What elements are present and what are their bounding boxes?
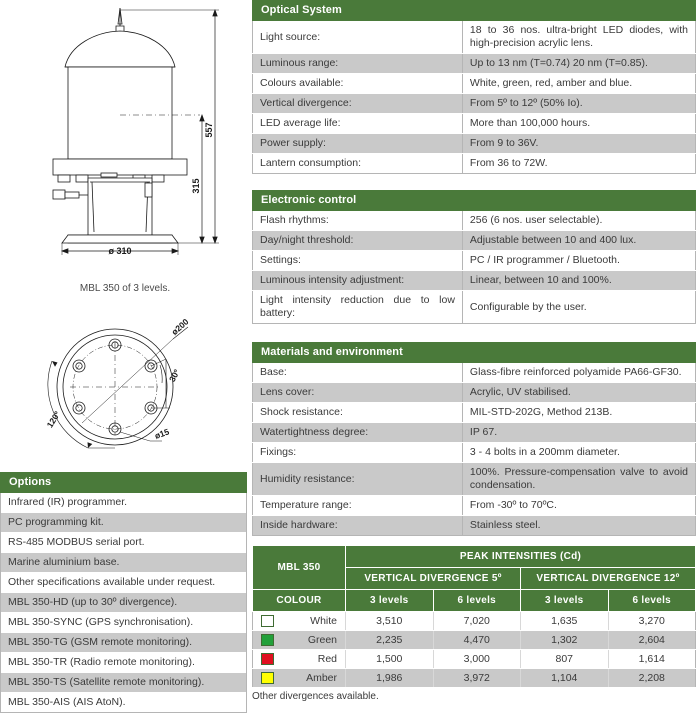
spec-row-value: Adjustable between 10 and 400 lux. xyxy=(462,231,695,251)
electronic-control-header: Electronic control xyxy=(252,190,696,211)
peak-main-header: PEAK INTENSITIES (Cd) xyxy=(346,546,696,568)
colour-swatch-icon xyxy=(261,615,274,627)
spec-row xyxy=(253,134,696,154)
peak-colour-cell xyxy=(253,612,346,631)
peak-table-row xyxy=(253,650,696,669)
peak-colour-cell xyxy=(253,669,346,688)
peak-value-cell: 807 xyxy=(521,650,609,669)
electronic-control-block xyxy=(252,190,696,324)
options-list-item: PC programming kit. xyxy=(1,513,246,533)
peak-header-row-1 xyxy=(253,546,696,568)
materials-environment-header: Materials and environment xyxy=(252,342,696,363)
spec-row xyxy=(253,231,696,251)
spec-row-label: Lens cover: xyxy=(253,383,463,403)
spec-row xyxy=(253,211,696,231)
spec-row-label: Vertical divergence: xyxy=(253,94,463,114)
spec-row-value: White, green, red, amber and blue. xyxy=(462,74,695,94)
dimension-hole-label: ø15 xyxy=(153,426,171,441)
lantern-base-plan-drawing xyxy=(10,315,250,465)
peak-group-header-12deg: VERTICAL DIVERGENCE 12º xyxy=(521,568,696,590)
options-list-item: Other specifications available under request. xyxy=(1,573,246,593)
peak-value-cell: 3,972 xyxy=(433,669,521,688)
dimension-body-height-label: 315 xyxy=(191,178,201,194)
spec-row-label: Colours available: xyxy=(253,74,463,94)
spec-row-label: Lantern consumption: xyxy=(253,154,463,174)
spec-row-value: 256 (6 nos. user selectable). xyxy=(462,211,695,231)
peak-sub-header-5deg-6levels: 6 levels xyxy=(433,590,521,612)
options-list-item: MBL 350-AIS (AIS AtoN). xyxy=(1,693,246,712)
spec-row xyxy=(253,383,696,403)
spec-row-value: IP 67. xyxy=(462,423,695,443)
spec-row-label: Temperature range: xyxy=(253,496,463,516)
spec-row-value: Up to 13 nm (T=0.74) 20 nm (T=0.85). xyxy=(462,54,695,74)
peak-colour-label: White xyxy=(310,615,337,627)
spec-row-label: Light source: xyxy=(253,21,463,54)
peak-colour-label: Amber xyxy=(306,672,337,684)
spec-row-label: Base: xyxy=(253,363,463,383)
peak-group-header-5deg: VERTICAL DIVERGENCE 5º xyxy=(346,568,521,590)
lantern-side-view-drawing xyxy=(0,0,250,260)
peak-colour-cell xyxy=(253,650,346,669)
materials-environment-table xyxy=(252,363,696,536)
spec-row-label: Shock resistance: xyxy=(253,403,463,423)
peak-value-cell: 1,635 xyxy=(521,612,609,631)
spec-row-label: Inside hardware: xyxy=(253,516,463,536)
options-list-item: MBL 350-TG (GSM remote monitoring). xyxy=(1,633,246,653)
options-list-item: MBL 350-SYNC (GPS synchronisation). xyxy=(1,613,246,633)
peak-table-row xyxy=(253,612,696,631)
options-list-item: MBL 350-TR (Radio remote monitoring). xyxy=(1,653,246,673)
peak-sub-header-12deg-3levels: 3 levels xyxy=(521,590,609,612)
peak-table-footnote: Other divergences available. xyxy=(252,691,379,702)
angle-small-label: 30º xyxy=(166,367,182,384)
spec-row-label: Power supply: xyxy=(253,134,463,154)
options-list-item: Infrared (IR) programmer. xyxy=(1,493,246,513)
side-view-caption-text: MBL 350 of 3 levels. xyxy=(79,283,171,294)
options-list-item: MBL 350-TS (Satellite remote monitoring). xyxy=(1,673,246,693)
colour-swatch-icon xyxy=(261,672,274,684)
peak-value-cell: 1,614 xyxy=(608,650,696,669)
peak-corner-label: MBL 350 xyxy=(253,546,346,590)
spec-row-value: From 9 to 36V. xyxy=(462,134,695,154)
spec-row-label: Watertightness degree: xyxy=(253,423,463,443)
options-list-item: RS-485 MODBUS serial port. xyxy=(1,533,246,553)
colour-swatch-icon xyxy=(261,634,274,646)
spec-row xyxy=(253,423,696,443)
peak-intensities-table xyxy=(252,545,696,688)
spec-row-label: Day/night threshold: xyxy=(253,231,463,251)
peak-value-cell: 1,104 xyxy=(521,669,609,688)
options-list xyxy=(0,493,247,713)
spec-row-value: 18 to 36 nos. ultra-bright LED diodes, with high-precision acrylic lens. xyxy=(462,21,695,54)
peak-value-cell: 3,270 xyxy=(608,612,696,631)
spec-row-value: More than 100,000 hours. xyxy=(462,114,695,134)
electronic-control-table xyxy=(252,211,696,324)
angle-large-label: 120º xyxy=(44,409,63,430)
spec-row-value: Acrylic, UV stabilised. xyxy=(462,383,695,403)
spec-row xyxy=(253,496,696,516)
spec-row-value: From -30º to 70ºC. xyxy=(462,496,695,516)
spec-row-value: Stainless steel. xyxy=(462,516,695,536)
peak-colour-cell xyxy=(253,631,346,650)
peak-value-cell: 7,020 xyxy=(433,612,521,631)
materials-environment-block xyxy=(252,342,696,536)
optical-system-table xyxy=(252,21,696,174)
spec-row xyxy=(253,443,696,463)
spec-row xyxy=(253,271,696,291)
side-view-caption xyxy=(0,283,250,294)
spec-row-label: Luminous range: xyxy=(253,54,463,74)
peak-header-row-3 xyxy=(253,590,696,612)
spec-row-value: From 5º to 12º (50% Io). xyxy=(462,94,695,114)
spec-row xyxy=(253,54,696,74)
peak-colour-label: Green xyxy=(307,634,337,646)
options-header: Options xyxy=(0,472,247,493)
peak-sub-header-5deg-3levels: 3 levels xyxy=(346,590,434,612)
peak-value-cell: 2,208 xyxy=(608,669,696,688)
spec-row-value: PC / IR programmer / Bluetooth. xyxy=(462,251,695,271)
peak-value-cell: 3,510 xyxy=(346,612,434,631)
optical-system-block xyxy=(252,0,696,174)
peak-value-cell: 1,986 xyxy=(346,669,434,688)
peak-table-row xyxy=(253,631,696,650)
dimension-bolt-circle-label: ø200 xyxy=(169,316,191,337)
spec-row-value: MIL-STD-202G, Method 213B. xyxy=(462,403,695,423)
spec-row-label: Settings: xyxy=(253,251,463,271)
peak-value-cell: 4,470 xyxy=(433,631,521,650)
spec-row xyxy=(253,74,696,94)
peak-colour-header: COLOUR xyxy=(253,590,346,612)
spec-row xyxy=(253,291,696,324)
peak-value-cell: 2,604 xyxy=(608,631,696,650)
spec-row-value: Configurable by the user. xyxy=(462,291,695,324)
spec-row-value: Glass-fibre reinforced polyamide PA66-GF30. xyxy=(462,363,695,383)
spec-row xyxy=(253,21,696,54)
spec-row-value: From 36 to 72W. xyxy=(462,154,695,174)
peak-colour-label: Red xyxy=(317,653,337,665)
spec-row-label: Humidity resistance: xyxy=(253,463,463,496)
dimension-total-height-label: 557 xyxy=(204,122,214,138)
peak-sub-header-12deg-6levels: 6 levels xyxy=(608,590,696,612)
peak-value-cell: 2,235 xyxy=(346,631,434,650)
options-block xyxy=(0,472,247,713)
spec-row-label: LED average life: xyxy=(253,114,463,134)
peak-intensities-block xyxy=(252,545,696,702)
spec-row xyxy=(253,94,696,114)
peak-value-cell: 1,302 xyxy=(521,631,609,650)
colour-swatch-icon xyxy=(261,653,274,665)
peak-value-cell: 1,500 xyxy=(346,650,434,669)
spec-row xyxy=(253,251,696,271)
spec-row-value: Linear, between 10 and 100%. xyxy=(462,271,695,291)
peak-table-row xyxy=(253,669,696,688)
dimension-diameter-label: ø 310 xyxy=(108,246,132,256)
spec-row xyxy=(253,114,696,134)
options-list-item: MBL 350-HD (up to 30º divergence). xyxy=(1,593,246,613)
peak-value-cell: 3,000 xyxy=(433,650,521,669)
optical-system-header: Optical System xyxy=(252,0,696,21)
spec-row-label: Flash rhythms: xyxy=(253,211,463,231)
spec-row-label: Luminous intensity adjustment: xyxy=(253,271,463,291)
spec-row xyxy=(253,363,696,383)
spec-row-label: Fixings: xyxy=(253,443,463,463)
spec-row xyxy=(253,516,696,536)
spec-row xyxy=(253,463,696,496)
spec-row-label: Light intensity reduction due to low battery: xyxy=(253,291,463,324)
spec-row xyxy=(253,403,696,423)
spec-row-value: 3 - 4 bolts in a 200mm diameter. xyxy=(462,443,695,463)
spec-row xyxy=(253,154,696,174)
options-list-item: Marine aluminium base. xyxy=(1,553,246,573)
spec-row-value: 100%. Pressure-compensation valve to avoid condensation. xyxy=(462,463,695,496)
